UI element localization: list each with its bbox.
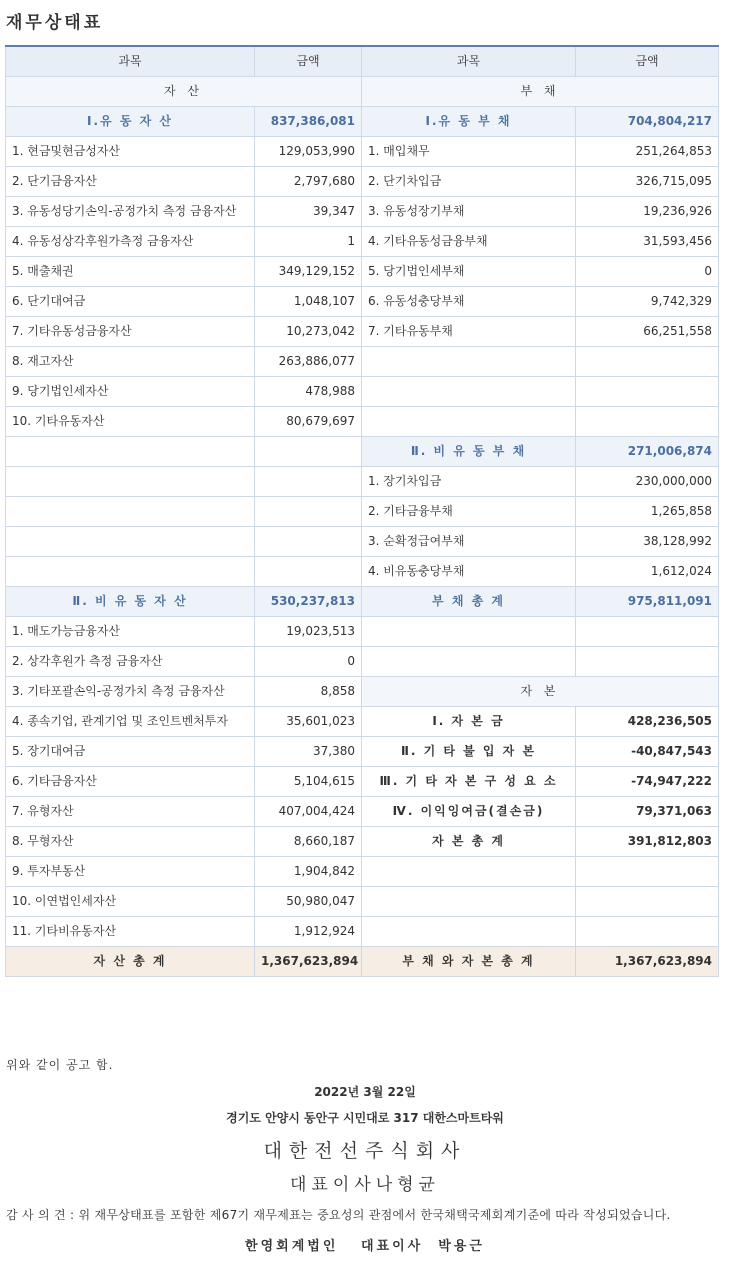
liability-item-label: 2. 기타금융부채 xyxy=(362,496,576,526)
empty-cell xyxy=(576,346,719,376)
table-row xyxy=(6,766,719,796)
total-liab-equity-value: 1,367,623,894 xyxy=(576,946,719,976)
asset-item-label: 1. 매도가능금융자산 xyxy=(6,616,255,646)
total-liabilities-label: 부 채 총 계 xyxy=(362,586,576,616)
asset-item-value: 1,904,842 xyxy=(255,856,362,886)
table-row xyxy=(6,286,719,316)
current-liabilities-label: Ⅰ.유 동 부 채 xyxy=(362,106,576,136)
equity-item-label: Ⅱ. 기 타 불 입 자 본 xyxy=(362,736,576,766)
liability-item-value: 230,000,000 xyxy=(576,466,719,496)
table-row xyxy=(6,466,719,496)
asset-item-value: 5,104,615 xyxy=(255,766,362,796)
asset-item-value: 1,048,107 xyxy=(255,286,362,316)
current-assets-label: Ⅰ.유 동 자 산 xyxy=(6,106,255,136)
header-account: 과목 xyxy=(362,46,576,76)
current-liabilities-value: 704,804,217 xyxy=(576,106,719,136)
asset-item-label: 2. 상각후원가 측정 금융자산 xyxy=(6,646,255,676)
total-row xyxy=(6,946,719,976)
liability-item-value: 1,612,024 xyxy=(576,556,719,586)
table-row xyxy=(6,706,719,736)
empty-cell xyxy=(6,496,255,526)
empty-cell xyxy=(6,436,255,466)
asset-item-value: 2,797,680 xyxy=(255,166,362,196)
empty-cell xyxy=(576,886,719,916)
table-row xyxy=(6,376,719,406)
empty-cell xyxy=(576,376,719,406)
total-liab-equity-label: 부 채 와 자 본 총 계 xyxy=(362,946,576,976)
liability-item-value: 9,742,329 xyxy=(576,286,719,316)
liability-item-label: 7. 기타유동부채 xyxy=(362,316,576,346)
table-row xyxy=(6,136,719,166)
table-row xyxy=(6,796,719,826)
asset-item-label: 6. 기타금융자산 xyxy=(6,766,255,796)
empty-cell xyxy=(6,556,255,586)
liability-item-value: 251,264,853 xyxy=(576,136,719,166)
asset-item-label: 7. 유형자산 xyxy=(6,796,255,826)
liability-item-label: 6. 유동성충당부채 xyxy=(362,286,576,316)
asset-item-label: 2. 단기금융자산 xyxy=(6,166,255,196)
table-row xyxy=(6,196,719,226)
asset-item-label: 1. 현금및현금성자산 xyxy=(6,136,255,166)
noncurrent-liabilities-label: Ⅱ. 비 유 동 부 채 xyxy=(362,436,576,466)
noncurrent-assets-value: 530,237,813 xyxy=(255,586,362,616)
total-assets-label: 자 산 총 계 xyxy=(6,946,255,976)
asset-item-value: 407,004,424 xyxy=(255,796,362,826)
asset-item-value: 37,380 xyxy=(255,736,362,766)
auditor-name: 한영회계법인 대표이사 박용근 xyxy=(245,1239,485,1254)
noncurrent-assets-label: Ⅱ. 비 유 동 자 산 xyxy=(6,586,255,616)
asset-item-label: 4. 유동성상각후원가측정 금융자산 xyxy=(6,226,255,256)
table-row xyxy=(6,316,719,346)
empty-cell xyxy=(576,616,719,646)
table-row xyxy=(6,346,719,376)
asset-item-label: 4. 종속기업, 관계기업 및 조인트벤처투자 xyxy=(6,706,255,736)
empty-cell xyxy=(255,436,362,466)
asset-item-label: 9. 투자부동산 xyxy=(6,856,255,886)
company-address: 경기도 안양시 동안구 시민대로 317 대한스마트타워 xyxy=(226,1111,504,1125)
asset-item-value: 8,858 xyxy=(255,676,362,706)
subtotal-row xyxy=(6,436,719,466)
asset-item-label: 3. 유동성당기손익-공정가치 측정 금융자산 xyxy=(6,196,255,226)
header-amount: 금액 xyxy=(255,46,362,76)
section-row xyxy=(6,76,719,106)
liability-item-label: 3. 유동성장기부채 xyxy=(362,196,576,226)
header-amount: 금액 xyxy=(576,46,719,76)
table-row xyxy=(6,526,719,556)
company-name: 대한전선주식회사 xyxy=(263,1140,467,1162)
header-row xyxy=(6,46,719,76)
liability-item-label: 5. 당기법인세부채 xyxy=(362,256,576,286)
empty-cell xyxy=(576,646,719,676)
asset-item-label: 10. 기타유동자산 xyxy=(6,406,255,436)
liability-item-value: 31,593,456 xyxy=(576,226,719,256)
asset-item-value: 19,023,513 xyxy=(255,616,362,646)
asset-item-value: 478,988 xyxy=(255,376,362,406)
empty-cell xyxy=(362,376,576,406)
liability-item-label: 1. 장기차입금 xyxy=(362,466,576,496)
empty-cell xyxy=(255,556,362,586)
empty-cell xyxy=(362,346,576,376)
equity-item-value: 79,371,063 xyxy=(576,796,719,826)
empty-cell xyxy=(576,406,719,436)
asset-item-label: 9. 당기법인세자산 xyxy=(6,376,255,406)
liability-item-label: 4. 비유동충당부채 xyxy=(362,556,576,586)
total-liabilities-value: 975,811,091 xyxy=(576,586,719,616)
equity-item-label: Ⅲ. 기 타 자 본 구 성 요 소 xyxy=(362,766,576,796)
asset-item-value: 129,053,990 xyxy=(255,136,362,166)
table-row xyxy=(6,886,719,916)
liability-item-value: 0 xyxy=(576,256,719,286)
asset-item-value: 80,679,697 xyxy=(255,406,362,436)
section-equity: 자 본 xyxy=(362,676,719,706)
asset-item-value: 349,129,152 xyxy=(255,256,362,286)
balance-sheet-table xyxy=(5,45,719,977)
asset-item-label: 6. 단기대여금 xyxy=(6,286,255,316)
asset-item-value: 50,980,047 xyxy=(255,886,362,916)
equity-item-value: -74,947,222 xyxy=(576,766,719,796)
audit-opinion: 감 사 의 견 : 위 재무상태표를 포함한 제67기 재무제표는 중요성의 관점에서 한국채택국제회계기준에 따라 작성되었습니다. xyxy=(6,1208,671,1222)
table-row xyxy=(6,226,719,256)
liability-item-label: 4. 기타유동성금융부채 xyxy=(362,226,576,256)
empty-cell xyxy=(362,856,576,886)
liability-item-value: 19,236,926 xyxy=(576,196,719,226)
empty-cell xyxy=(362,886,576,916)
equity-item-value: 428,236,505 xyxy=(576,706,719,736)
asset-item-value: 35,601,023 xyxy=(255,706,362,736)
asset-item-label: 7. 기타유동성금융자산 xyxy=(6,316,255,346)
table-row xyxy=(6,916,719,946)
asset-item-value: 10,273,042 xyxy=(255,316,362,346)
liability-item-value: 1,265,858 xyxy=(576,496,719,526)
total-assets-value: 1,367,623,894 xyxy=(255,946,362,976)
empty-cell xyxy=(255,526,362,556)
table-row xyxy=(6,616,719,646)
equity-item-label: Ⅳ. 이익잉여금(결손금) xyxy=(362,796,576,826)
empty-cell xyxy=(255,496,362,526)
table-row xyxy=(6,646,719,676)
empty-cell xyxy=(362,616,576,646)
empty-cell xyxy=(362,406,576,436)
ceo-name: 대표이사나형균 xyxy=(290,1175,440,1195)
empty-cell xyxy=(576,856,719,886)
asset-item-value: 1 xyxy=(255,226,362,256)
asset-item-value: 263,886,077 xyxy=(255,346,362,376)
equity-item-label: Ⅰ. 자 본 금 xyxy=(362,706,576,736)
asset-item-label: 8. 재고자산 xyxy=(6,346,255,376)
announcement-date: 2022년 3월 22일 xyxy=(314,1085,416,1099)
equity-item-value: -40,847,543 xyxy=(576,736,719,766)
asset-item-label: 5. 매출채권 xyxy=(6,256,255,286)
asset-item-label: 8. 무형자산 xyxy=(6,826,255,856)
empty-cell xyxy=(6,526,255,556)
table-row xyxy=(6,556,719,586)
total-equity-value: 391,812,803 xyxy=(576,826,719,856)
asset-item-label: 10. 이연법인세자산 xyxy=(6,886,255,916)
section-assets: 자 산 xyxy=(6,76,362,106)
empty-cell xyxy=(362,916,576,946)
table-row xyxy=(6,826,719,856)
empty-cell xyxy=(362,646,576,676)
table-row xyxy=(6,676,719,706)
table-row xyxy=(6,256,719,286)
liability-item-label: 2. 단기차입금 xyxy=(362,166,576,196)
asset-item-label: 11. 기타비유동자산 xyxy=(6,916,255,946)
header-account: 과목 xyxy=(6,46,255,76)
total-equity-label: 자 본 총 계 xyxy=(362,826,576,856)
asset-item-label: 3. 기타포괄손익-공정가치 측정 금융자산 xyxy=(6,676,255,706)
table-row xyxy=(6,856,719,886)
subtotal-row xyxy=(6,106,719,136)
empty-cell xyxy=(6,466,255,496)
page-title: 재무상태표 xyxy=(6,13,104,33)
asset-item-value: 1,912,924 xyxy=(255,916,362,946)
asset-item-label: 5. 장기대여금 xyxy=(6,736,255,766)
empty-cell xyxy=(576,916,719,946)
liability-item-label: 1. 매입채무 xyxy=(362,136,576,166)
table-row xyxy=(6,496,719,526)
section-liabilities: 부 채 xyxy=(362,76,719,106)
liability-item-value: 38,128,992 xyxy=(576,526,719,556)
current-assets-value: 837,386,081 xyxy=(255,106,362,136)
asset-item-value: 8,660,187 xyxy=(255,826,362,856)
asset-item-value: 39,347 xyxy=(255,196,362,226)
subtotal-row xyxy=(6,586,719,616)
table-row xyxy=(6,406,719,436)
liability-item-value: 66,251,558 xyxy=(576,316,719,346)
asset-item-value: 0 xyxy=(255,646,362,676)
table-row xyxy=(6,736,719,766)
liability-item-value: 326,715,095 xyxy=(576,166,719,196)
liability-item-label: 3. 순확정급여부채 xyxy=(362,526,576,556)
table-row xyxy=(6,166,719,196)
notice-text: 위와 같이 공고 함. xyxy=(6,1058,114,1072)
noncurrent-liabilities-value: 271,006,874 xyxy=(576,436,719,466)
empty-cell xyxy=(255,466,362,496)
